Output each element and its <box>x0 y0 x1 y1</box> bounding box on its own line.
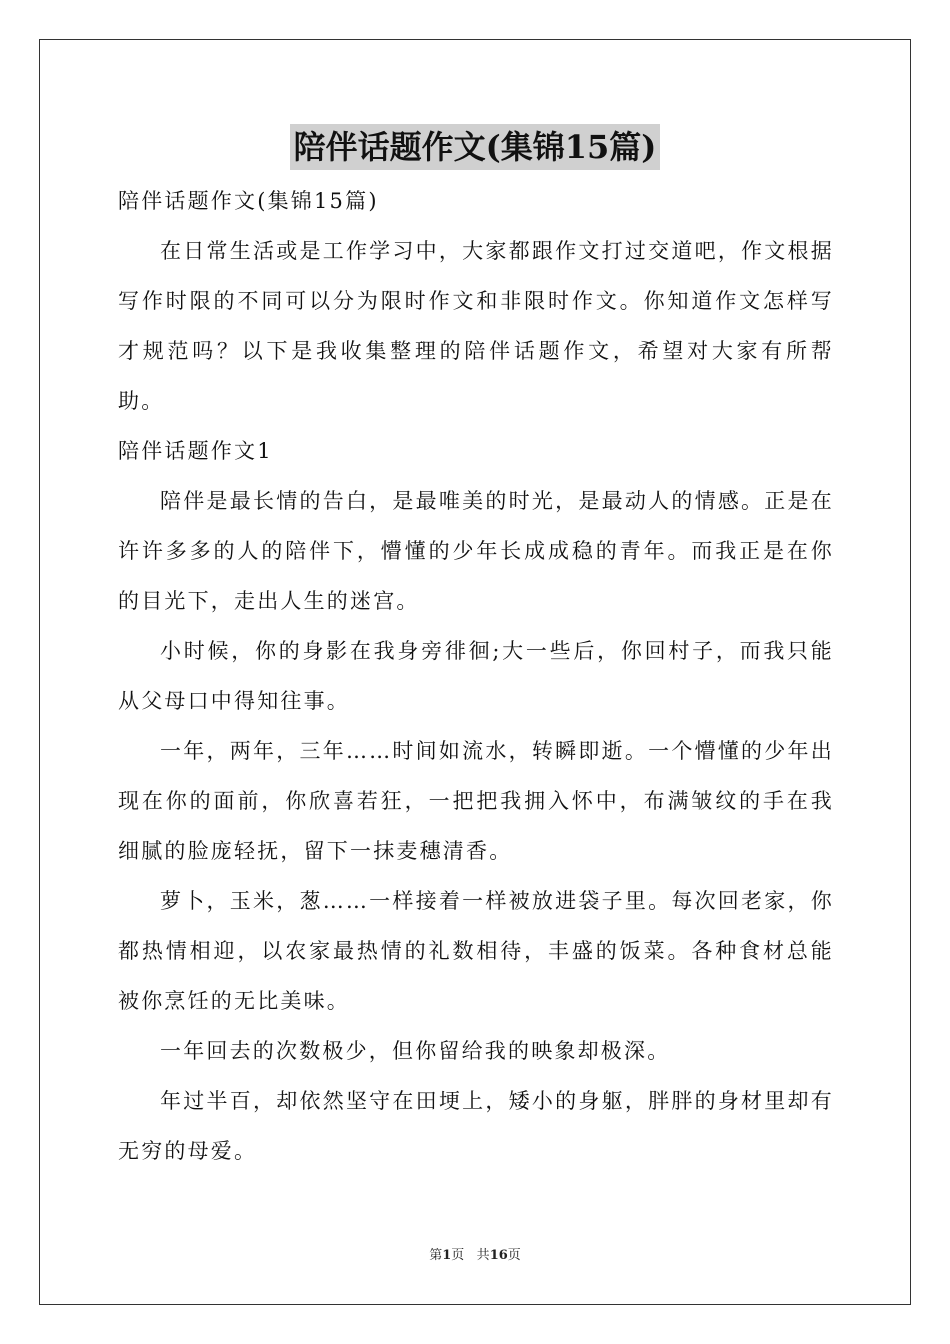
footer-prefix: 第 <box>429 1248 443 1263</box>
footer-total-pages: 16 <box>489 1248 508 1263</box>
document-body <box>118 176 834 1176</box>
section-heading: 陪伴话题作文1 <box>118 439 273 463</box>
title-area <box>0 124 950 170</box>
paragraph: 陪伴话题作文(集锦15篇) <box>118 189 379 213</box>
paragraph: 萝卜，玉米，葱……一样接着一样被放进袋子里。每次回老家，你都热情相迎，以农家最热情的礼数相待，丰盛的饭菜。各种食材总能被你烹饪的无比美味。 <box>118 889 834 1013</box>
paragraph: 小时候，你的身影在我身旁徘徊;大一些后，你回村子，而我只能从父母口中得知往事。 <box>118 639 834 713</box>
footer-page-number: 1 <box>442 1248 452 1263</box>
paragraph: 年过半百，却依然坚守在田埂上，矮小的身躯，胖胖的身材里却有无穷的母爱。 <box>118 1089 834 1163</box>
document-title: 陪伴话题作文(集锦15篇) <box>290 124 661 170</box>
paragraph: 一年，两年，三年……时间如流水，转瞬即逝。一个懵懂的少年出现在你的面前，你欣喜若狂，一把把我拥入怀中，布满皱纹的手在我细腻的脸庞轻抚，留下一抹麦穗清香。 <box>118 739 834 863</box>
page-footer <box>0 1247 950 1265</box>
footer-total-prefix: 共 <box>476 1248 490 1263</box>
footer-page-suffix: 页 <box>451 1248 465 1263</box>
footer-total-suffix: 页 <box>507 1248 521 1263</box>
paragraph: 一年回去的次数极少，但你留给我的映象却极深。 <box>160 1039 671 1063</box>
paragraph: 在日常生活或是工作学习中，大家都跟作文打过交道吧，作文根据写作时限的不同可以分为限时作文和非限时作文。你知道作文怎样写才规范吗？以下是我收集整理的陪伴话题作文，希望对大家有所帮助。 <box>118 239 834 413</box>
paragraph: 陪伴是最长情的告白，是最唯美的时光，是最动人的情感。正是在许许多多的人的陪伴下，懵懂的少年长成成稳的青年。而我正是在你的目光下，走出人生的迷宫。 <box>118 489 834 613</box>
